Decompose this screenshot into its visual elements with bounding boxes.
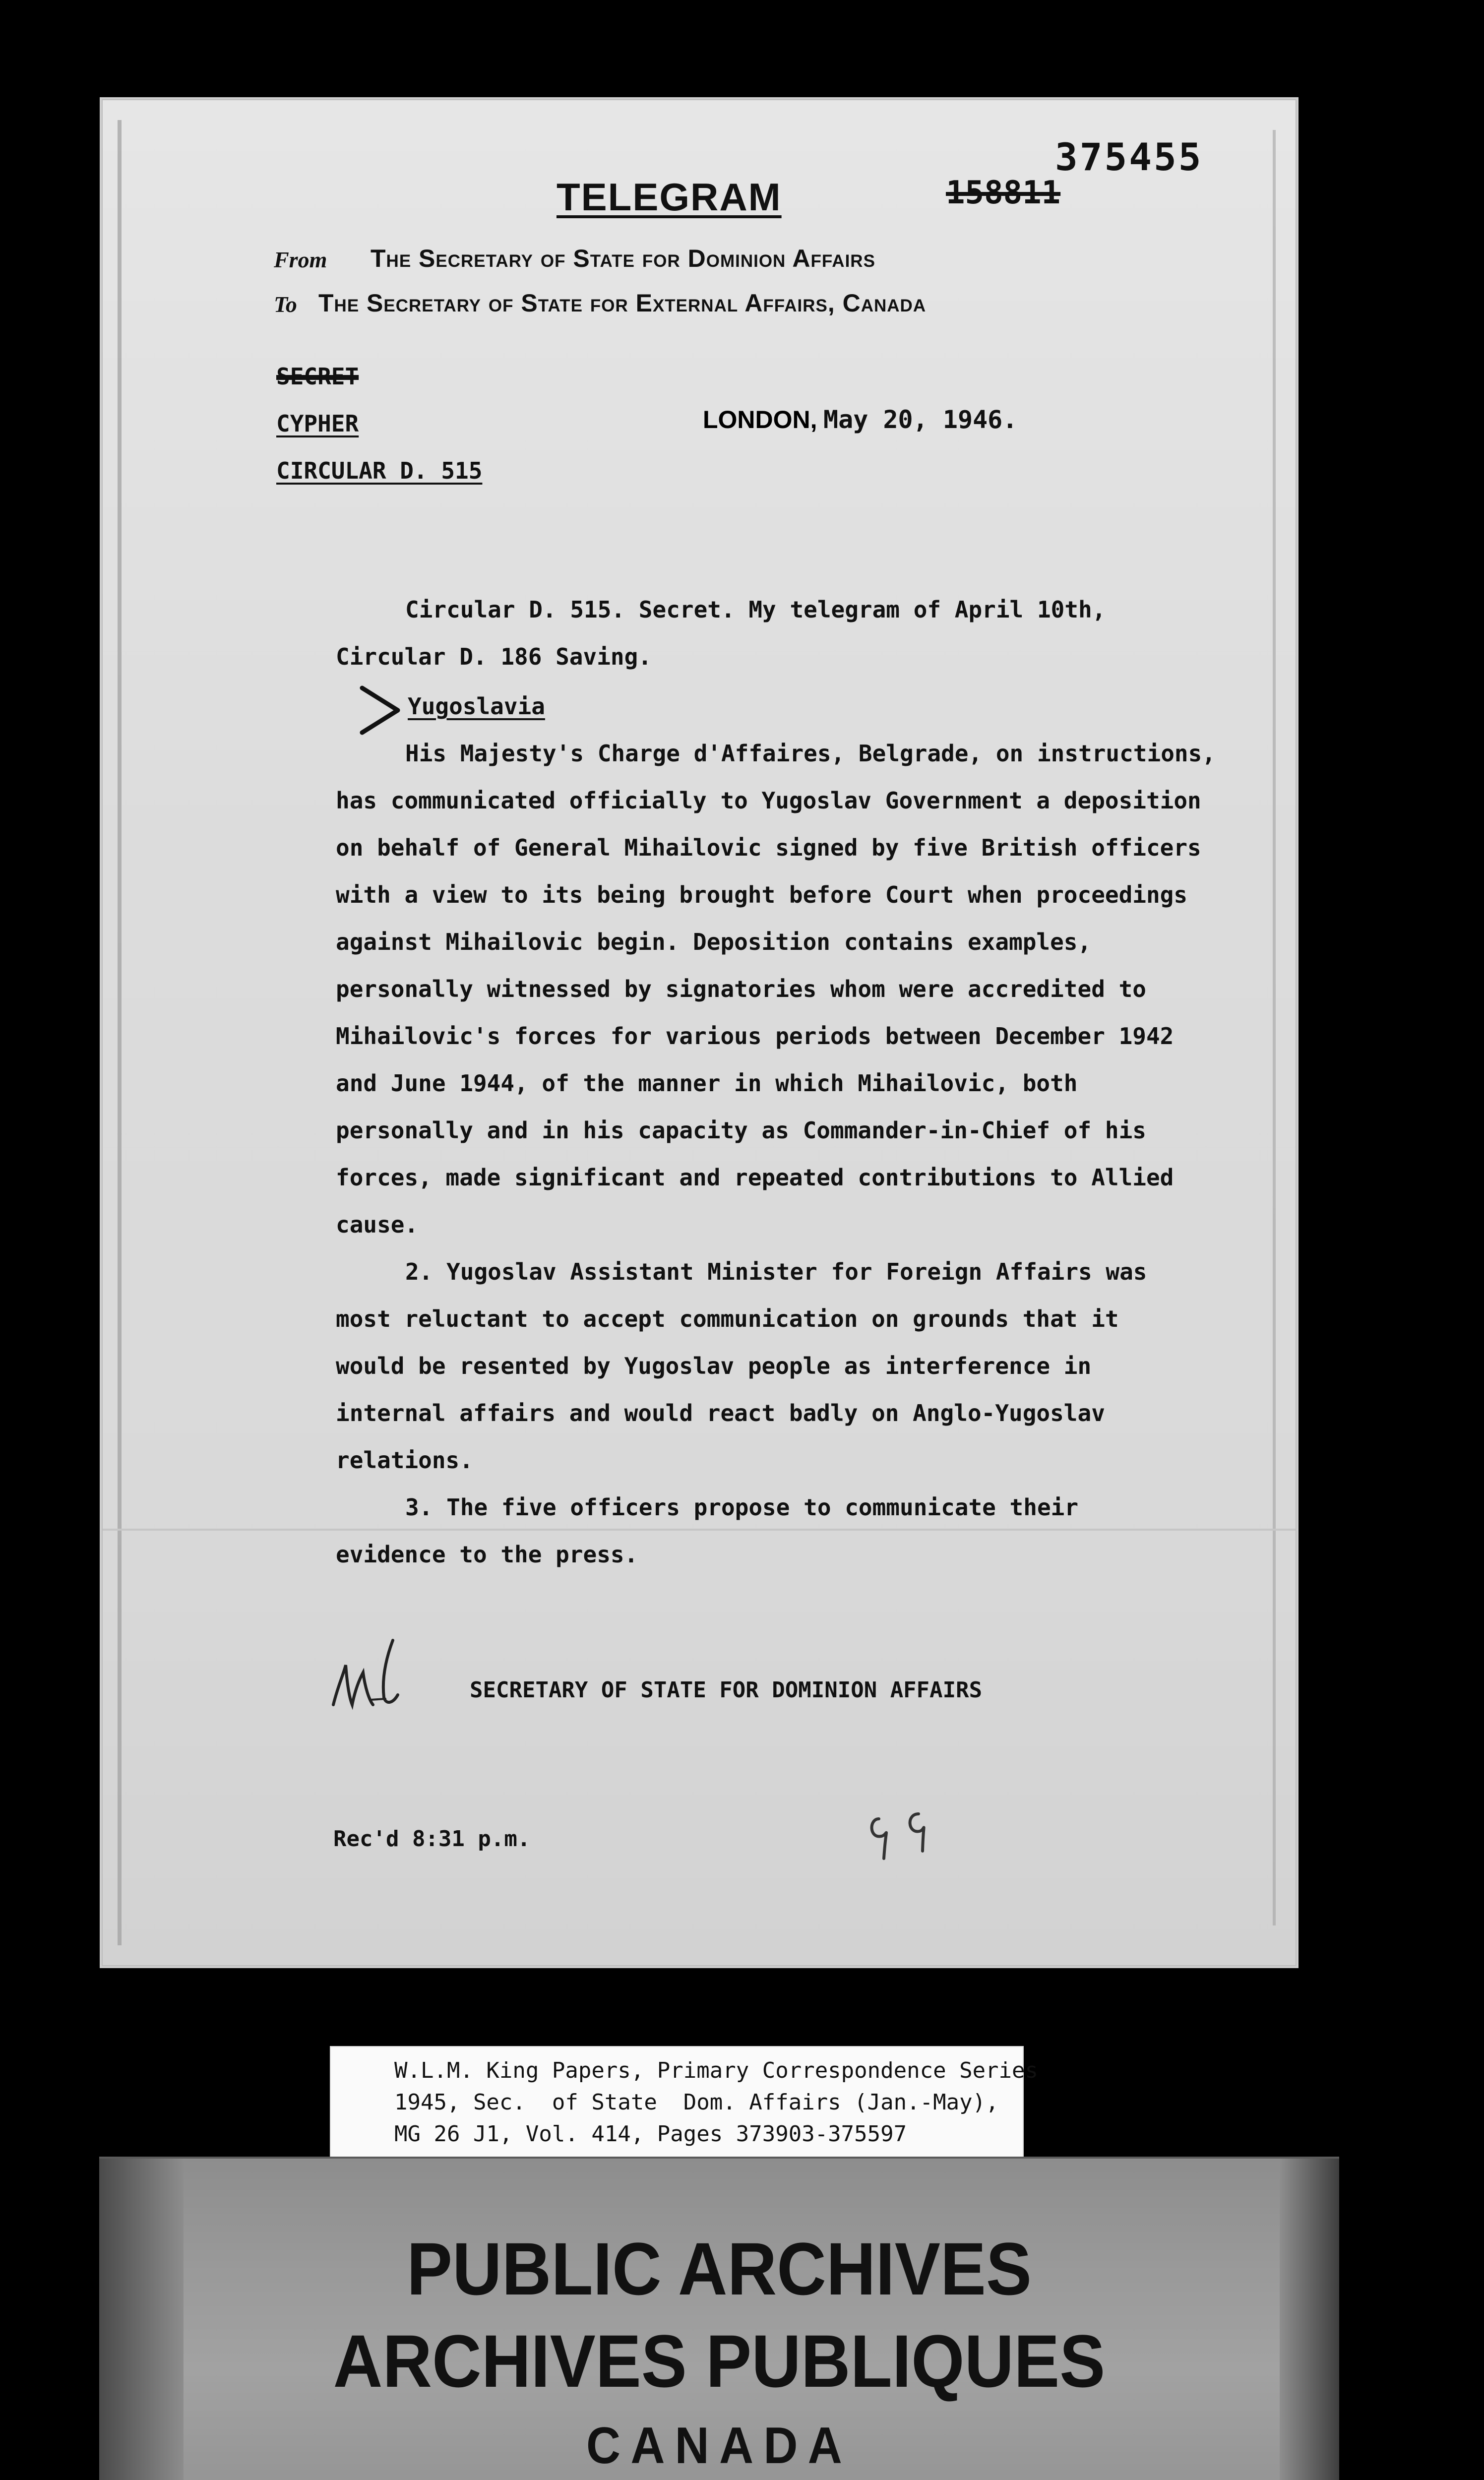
body-line: forces, made significant and repeated contributions to Allied <box>336 1164 1174 1191</box>
body-line: relations. <box>336 1447 473 1474</box>
to-label: To <box>274 292 297 317</box>
archive-reference-card <box>330 2046 1039 2162</box>
body-line: His Majesty's Charge d'Affaires, Belgrade, on instructions, <box>405 740 1216 767</box>
body-line: personally and in his capacity as Commander-in-Chief of his <box>336 1117 1146 1144</box>
body-line: 2. Yugoslav Assistant Minister for Foreign Affairs was <box>405 1258 1147 1285</box>
body-line: cause. <box>336 1211 419 1238</box>
reference-line: 1945, Sec. of State Dom. Affairs (Jan.-May), <box>394 2090 999 2115</box>
body-line: 3. The five officers propose to communicate their <box>405 1494 1079 1521</box>
body-line: against Mihailovic begin. Deposition contains examples, <box>336 929 1092 955</box>
section-heading-yugoslavia: Yugoslavia <box>408 693 545 720</box>
document-title: TELEGRAM <box>556 175 782 219</box>
classification-circular: CIRCULAR D. 515 <box>276 457 483 484</box>
body-line: most reluctant to accept communication on grounds that it <box>336 1305 1119 1332</box>
page-edge-right <box>1273 130 1276 1925</box>
place-city: LONDON, <box>703 406 817 434</box>
handwritten-page-mark <box>864 1804 953 1868</box>
body-line: on behalf of General Mihailovic signed by five British officers <box>336 834 1201 861</box>
body-line: with a view to its being brought before Court when proceedings <box>336 881 1188 908</box>
intro-line: Circular D. 186 Saving. <box>336 643 652 670</box>
body-line: and June 1944, of the manner in which Mihailovic, both <box>336 1070 1078 1097</box>
page-edge-left <box>118 120 122 1945</box>
received-time: Rec'd 8:31 p.m. <box>333 1826 531 1852</box>
document-number: 375455 <box>1055 135 1203 179</box>
classification-secret: SECRET <box>276 363 359 390</box>
body-line: personally witnessed by signatories whom were accredited to <box>336 976 1146 1002</box>
reference-line: MG 26 J1, Vol. 414, Pages 373903-375597 <box>394 2121 907 2147</box>
intro-line: Circular D. 515. Secret. My telegram of April 10th, <box>405 596 1106 623</box>
reference-line: W.L.M. King Papers, Primary Correspondence Series <box>394 2058 1039 2083</box>
classification-cypher: CYPHER <box>276 410 359 437</box>
body-line: Mihailovic's forces for various periods between December 1942 <box>336 1023 1174 1050</box>
telegram-page <box>102 99 1297 1966</box>
page-fold-line <box>103 1529 1296 1531</box>
banner-line-english: PUBLIC ARCHIVES <box>407 2227 1032 2310</box>
signature-title: SECRETARY OF STATE FOR DOMINION AFFAIRS <box>470 1677 983 1703</box>
old-document-number: 158811 <box>946 175 1061 211</box>
banner-line-country: CANADA <box>586 2417 853 2475</box>
place-date <box>703 405 1017 434</box>
public-archives-banner <box>99 2157 1339 2480</box>
from-sender: The Secretary of State for Dominion Affairs <box>371 245 875 272</box>
body-line: would be resented by Yugoslav people as interference in <box>336 1353 1092 1379</box>
from-label: From <box>274 247 327 272</box>
body-line: has communicated officially to Yugoslav Government a deposition <box>336 787 1201 814</box>
body-line: evidence to the press. <box>336 1541 638 1568</box>
telegram-date: May 20, 1946. <box>823 405 1018 434</box>
handwritten-signature <box>323 1630 423 1730</box>
to-recipient: The Secretary of State for External Affairs, Canada <box>318 289 927 317</box>
hand-drawn-arrow-mark <box>358 683 403 738</box>
body-line: internal affairs and would react badly on Anglo-Yugoslav <box>336 1400 1105 1426</box>
banner-line-french: ARCHIVES PUBLIQUES <box>333 2319 1106 2403</box>
